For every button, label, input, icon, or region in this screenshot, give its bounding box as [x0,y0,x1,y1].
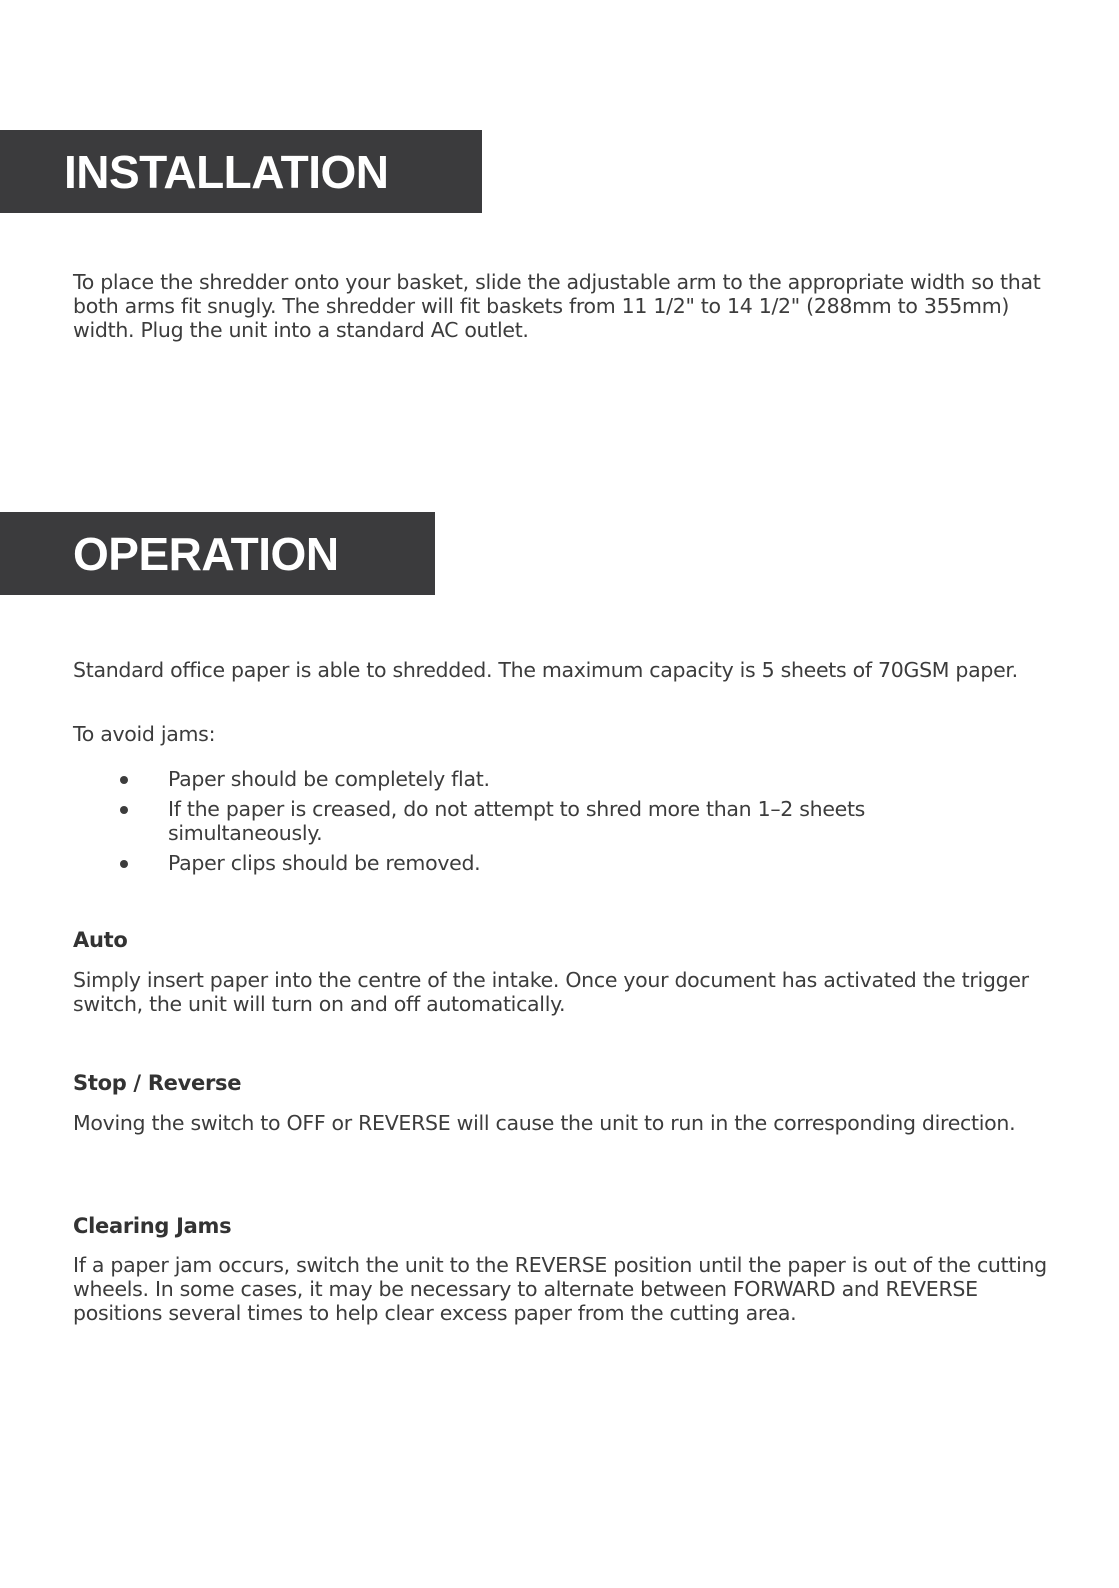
installation-body: To place the shredder onto your basket, slide the adjustable arm to the appropriate width so that both arms fit snugly. The shredder will fit baskets from 11 1/2" to 14 1/2" (288mm to 355mm) width. Plug the unit into a standard AC outlet. [73,270,1041,342]
bullet-icon [120,860,128,868]
bullet-icon [120,806,128,814]
list-item [120,767,920,791]
stop-reverse-heading: Stop / Reverse [73,1071,242,1095]
tip-text: Paper clips should be removed. [168,851,481,875]
list-item [120,851,920,875]
clearing-jams-body: If a paper jam occurs, switch the unit to the REVERSE position until the paper is out of the cutting wheels. In some cases, it may be necessary to alternate between FORWARD and REVERSE positions several times to help clear excess paper from the cutting area. [73,1253,1047,1325]
auto-heading: Auto [73,928,128,952]
installation-heading-banner [0,130,482,213]
operation-heading-banner [0,512,435,595]
installation-heading: INSTALLATION [64,145,389,198]
bullet-icon [120,776,128,784]
avoid-jams-list [120,767,920,881]
auto-body: Simply insert paper into the centre of the intake. Once your document has activated the trigger switch, the unit will turn on and off automatically. [73,968,1029,1016]
operation-intro: Standard office paper is able to shredded. The maximum capacity is 5 sheets of 70GSM paper. [73,658,1018,682]
list-item [120,797,920,845]
operation-heading: OPERATION [73,527,339,580]
avoid-jams-label: To avoid jams: [73,722,216,746]
tip-text: If the paper is creased, do not attempt to shred more than 1–2 sheets simultaneously. [168,797,866,845]
tip-text: Paper should be completely flat. [168,767,490,791]
stop-reverse-body: Moving the switch to OFF or REVERSE will cause the unit to run in the corresponding direction. [73,1111,1016,1135]
clearing-jams-heading: Clearing Jams [73,1214,232,1238]
